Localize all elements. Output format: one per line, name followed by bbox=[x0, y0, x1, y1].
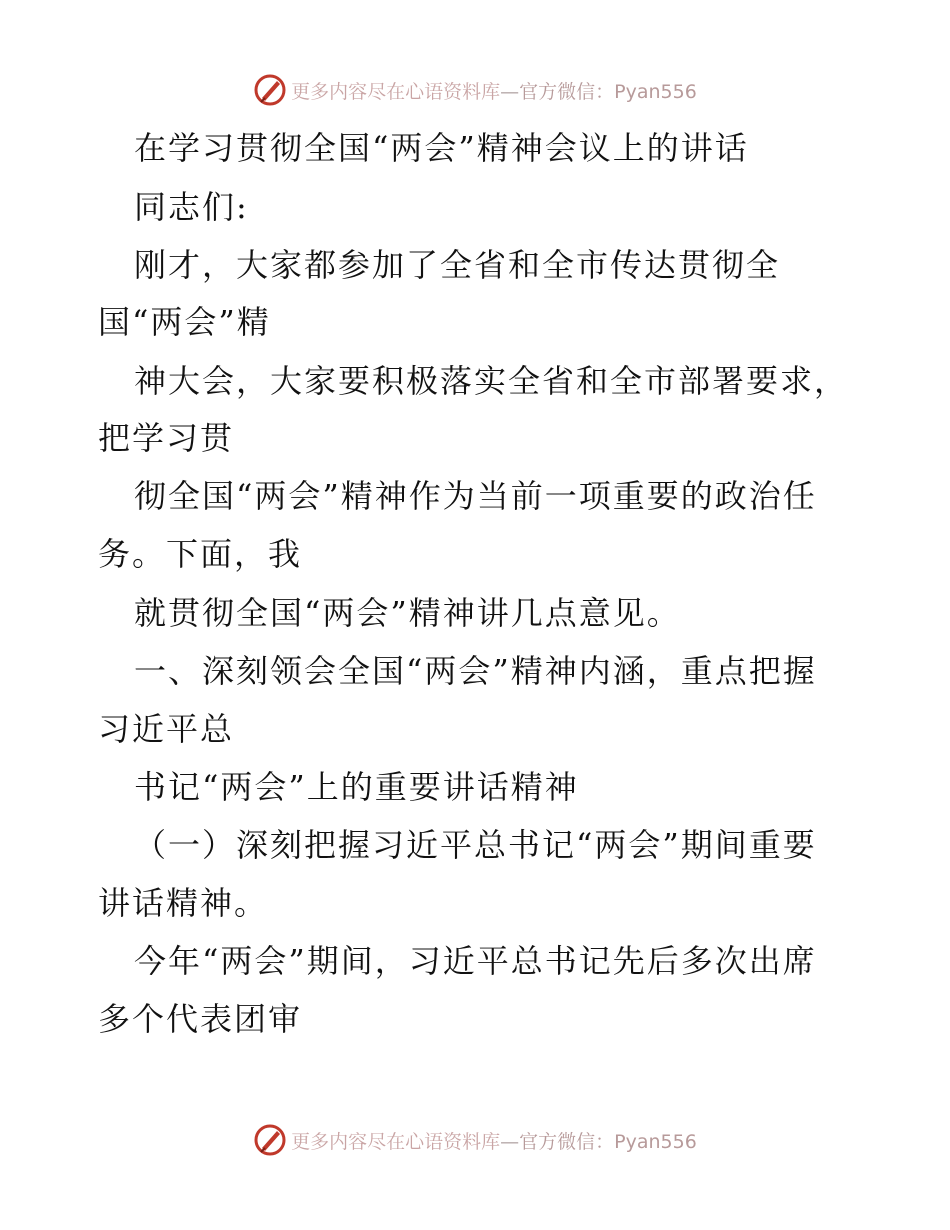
text-line: 多个代表团审 bbox=[98, 1000, 303, 1038]
banner-separator: — bbox=[500, 80, 520, 103]
banner-text bbox=[291, 1127, 697, 1154]
banner-separator: — bbox=[500, 1130, 520, 1153]
banner-site: 更多内容尽在心语资料库 bbox=[291, 1130, 501, 1153]
subsection-heading-cont: 讲话精神。 bbox=[98, 884, 269, 922]
text-line: 今年“两会”期间，习近平总书记先后多次出席 bbox=[134, 942, 817, 980]
salutation: 同志们: bbox=[134, 188, 249, 226]
header-banner bbox=[0, 70, 950, 110]
section-heading-cont: 习近平总 bbox=[98, 710, 235, 748]
banner-wechat: 官方微信：Pyan556 bbox=[519, 1130, 697, 1153]
subsection-heading: （一）深刻把握习近平总书记“两会”期间重要 bbox=[134, 826, 817, 864]
text-line: 神大会，大家要积极落实全省和全市部署要求， bbox=[134, 362, 849, 400]
text-line: 就贯彻全国“两会”精神讲几点意见。 bbox=[134, 594, 681, 632]
banner-site: 更多内容尽在心语资料库 bbox=[291, 80, 501, 103]
text-line: 彻全国“两会”精神作为当前一项重要的政治任 bbox=[134, 477, 817, 515]
section-heading: 一、深刻领会全国“两会”精神内涵，重点把握 bbox=[134, 652, 817, 690]
text-line: 刚才，大家都参加了全省和全市传达贯彻全 bbox=[134, 246, 781, 284]
text-line: 国“两会”精 bbox=[98, 303, 271, 341]
doc-title: 在学习贯彻全国“两会”精神会议上的讲话 bbox=[134, 129, 749, 167]
section-heading-cont: 书记“两会”上的重要讲话精神 bbox=[134, 768, 579, 806]
quill-logo-icon bbox=[253, 73, 287, 107]
footer-banner bbox=[0, 1120, 950, 1160]
banner-wechat: 官方微信：Pyan556 bbox=[519, 80, 697, 103]
text-line: 把学习贯 bbox=[98, 419, 235, 457]
text-line: 务。下面，我 bbox=[98, 535, 303, 573]
banner-text bbox=[291, 77, 697, 104]
quill-logo-icon bbox=[253, 1123, 287, 1157]
